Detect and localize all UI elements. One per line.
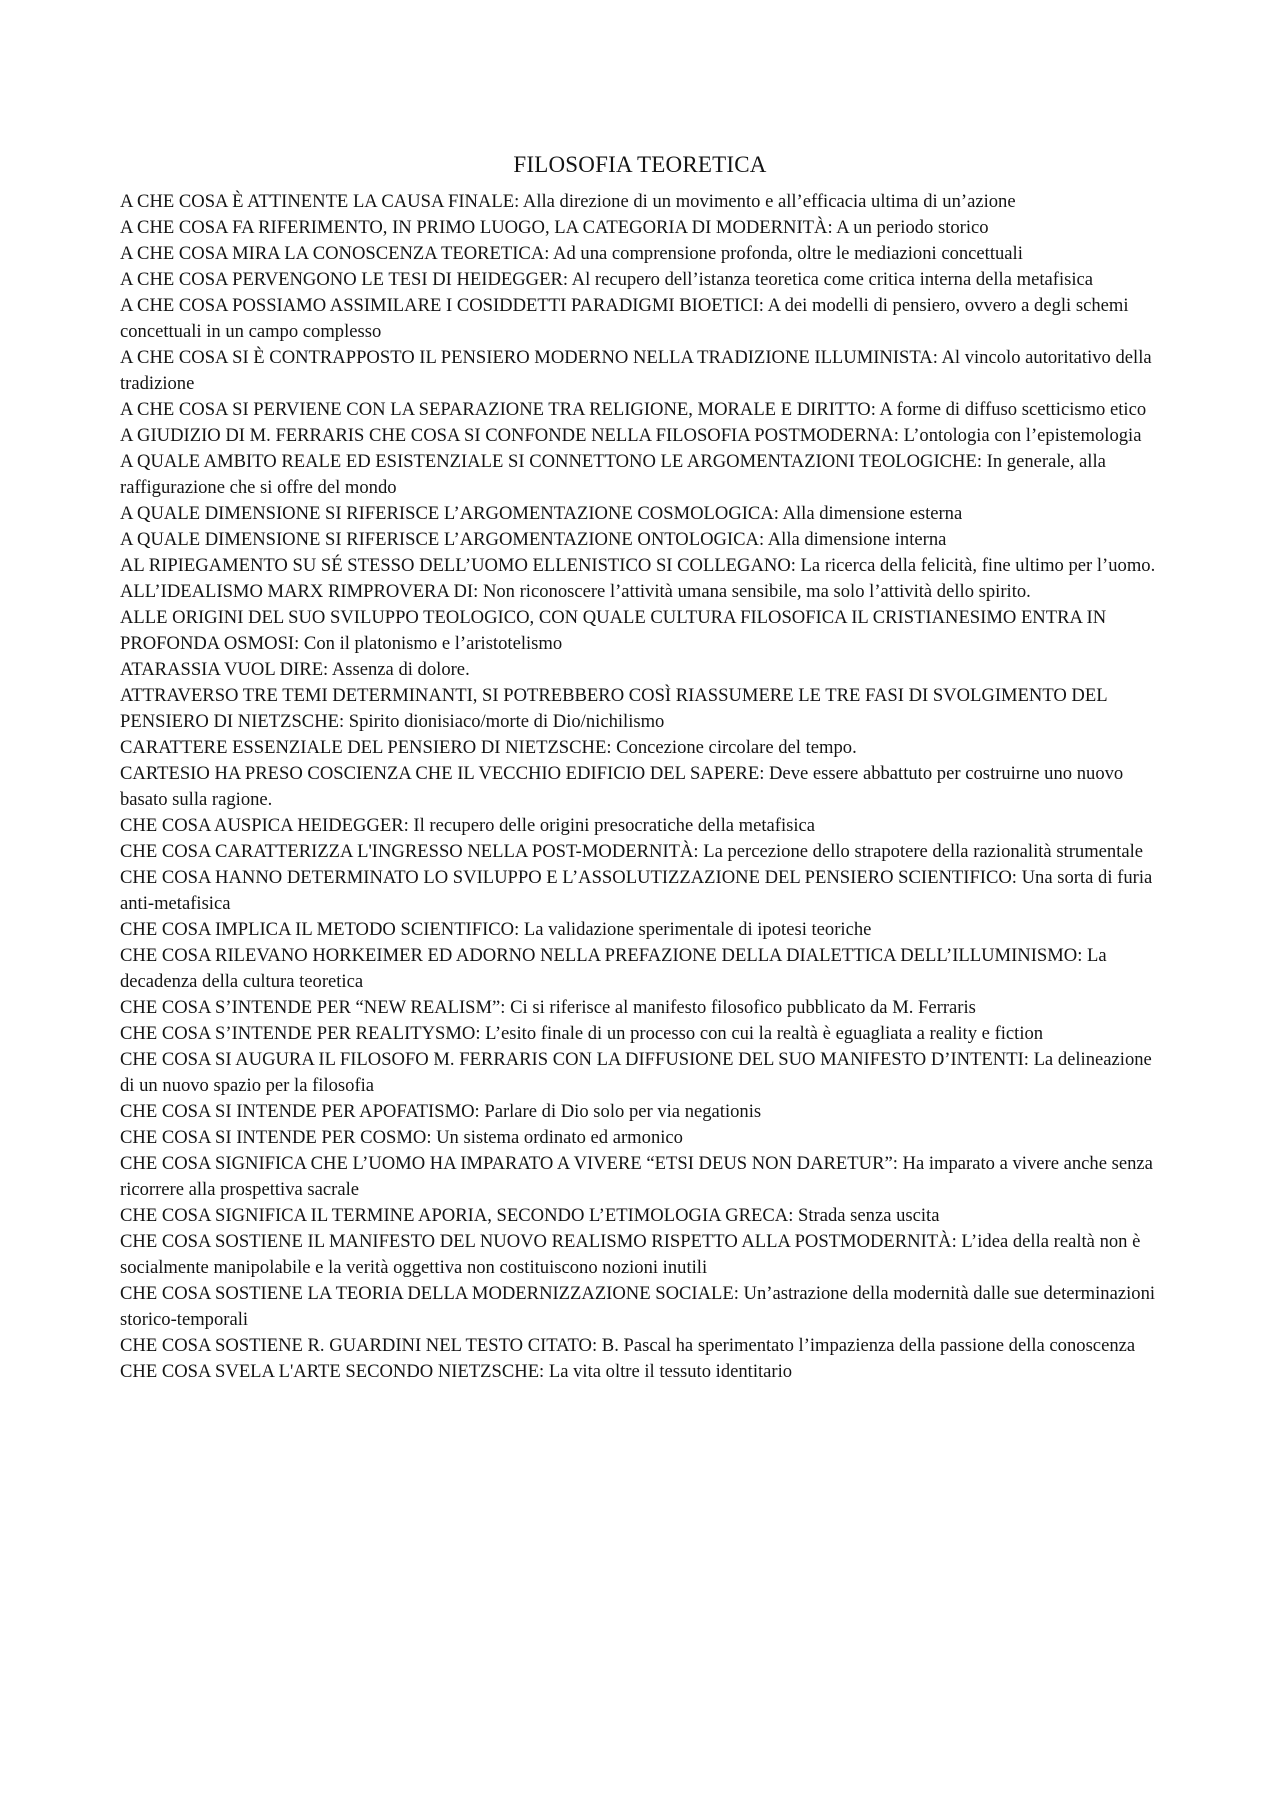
entry-list [120,189,1165,1385]
list-item: CHE COSA SI INTENDE PER APOFATISMO: Parlare di Dio solo per via negationis [120,1101,762,1122]
list-item: A QUALE DIMENSIONE SI RIFERISCE L’ARGOMENTAZIONE COSMOLOGICA: Alla dimensione esterna [120,503,963,524]
list-item: A GIUDIZIO DI M. FERRARIS CHE COSA SI CONFONDE NELLA FILOSOFIA POSTMODERNA: L’ontologia con l’epistemologia [120,425,1142,446]
list-item: ATARASSIA VUOL DIRE: Assenza di dolore. [120,659,470,680]
list-item: CHE COSA IMPLICA IL METODO SCIENTIFICO: La validazione sperimentale di ipotesi teoriche [120,919,872,940]
list-item: CHE COSA SI AUGURA IL FILOSOFO M. FERRARIS CON LA DIFFUSIONE DEL SUO MANIFESTO D’INTENTI: La delineazione di un nuovo spazio per la filosofia [120,1049,1152,1096]
list-item: A QUALE DIMENSIONE SI RIFERISCE L’ARGOMENTAZIONE ONTOLOGICA: Alla dimensione interna [120,529,947,550]
list-item: A CHE COSA POSSIAMO ASSIMILARE I COSIDDETTI PARADIGMI BIOETICI: A dei modelli di pensiero, ovvero a degli schemi concettuali in un campo complesso [120,295,1129,342]
list-item: CHE COSA SVELA L'ARTE SECONDO NIETZSCHE: La vita oltre il tessuto identitario [120,1361,793,1382]
list-item: A CHE COSA SI PERVIENE CON LA SEPARAZIONE TRA RELIGIONE, MORALE E DIRITTO: A forme di diffuso scetticismo etico [120,399,1147,420]
list-item: CHE COSA RILEVANO HORKEIMER ED ADORNO NELLA PREFAZIONE DELLA DIALETTICA DELL’ILLUMINISMO: La decadenza della cultura teoretica [120,945,1107,992]
list-item: CHE COSA AUSPICA HEIDEGGER: Il recupero delle origini presocratiche della metafisica [120,815,816,836]
list-item: CHE COSA S’INTENDE PER “NEW REALISM”: Ci si riferisce al manifesto filosofico pubblicato da M. Ferraris [120,997,976,1018]
list-item: A CHE COSA SI È CONTRAPPOSTO IL PENSIERO MODERNO NELLA TRADIZIONE ILLUMINISTA: Al vincolo autoritativo della tradizione [120,347,1152,394]
list-item: CHE COSA SOSTIENE LA TEORIA DELLA MODERNIZZAZIONE SOCIALE: Un’astrazione della modernità dalle sue determinazioni storico-temporali [120,1283,1156,1330]
list-item: A CHE COSA MIRA LA CONOSCENZA TEORETICA: Ad una comprensione profonda, oltre le mediazioni concettuali [120,243,1023,264]
list-item: ALL’IDEALISMO MARX RIMPROVERA DI: Non riconoscere l’attività umana sensibile, ma solo l’attività dello spirito. [120,581,1031,602]
list-item: AL RIPIEGAMENTO SU SÉ STESSO DELL’UOMO ELLENISTICO SI COLLEGANO: La ricerca della felicità, fine ultimo per l’uomo. [120,555,1156,576]
list-item: CHE COSA S’INTENDE PER REALITYSMO: L’esito finale di un processo con cui la realtà è eguagliata a reality e fiction [120,1023,1044,1044]
list-item: CHE COSA SIGNIFICA CHE L’UOMO HA IMPARATO A VIVERE “ETSI DEUS NON DARETUR”: Ha imparato a vivere anche senza ricorrere alla prospettiva sacrale [120,1153,1153,1200]
list-item: A CHE COSA È ATTINENTE LA CAUSA FINALE: Alla direzione di un movimento e all’efficacia ultima di un’azione [120,191,1016,212]
list-item: CHE COSA SOSTIENE IL MANIFESTO DEL NUOVO REALISMO RISPETTO ALLA POSTMODERNITÀ: L’idea della realtà non è socialmente manipolabile e la verità oggettiva non costituiscono nozioni inutili [120,1231,1141,1278]
list-item: ALLE ORIGINI DEL SUO SVILUPPO TEOLOGICO, CON QUALE CULTURA FILOSOFICA IL CRISTIANESIMO ENTRA IN PROFONDA OSMOSI: Con il platonismo e l’aristotelismo [120,607,1107,654]
list-item: CHE COSA CARATTERIZZA L'INGRESSO NELLA POST-MODERNITÀ: La percezione dello strapotere della razionalità strumentale [120,841,1144,862]
document-title: FILOSOFIA TEORETICA [513,152,767,177]
list-item: CHE COSA SI INTENDE PER COSMO: Un sistema ordinato ed armonico [120,1127,683,1148]
list-item: A QUALE AMBITO REALE ED ESISTENZIALE SI CONNETTONO LE ARGOMENTAZIONI TEOLOGICHE: In generale, alla raffigurazione che si offre del mondo [120,451,1106,498]
list-item: CHE COSA HANNO DETERMINATO LO SVILUPPO E L’ASSOLUTIZZAZIONE DEL PENSIERO SCIENTIFICO: Una sorta di furia anti-metafisica [120,867,1153,914]
list-item: A CHE COSA PERVENGONO LE TESI DI HEIDEGGER: Al recupero dell’istanza teoretica come critica interna della metafisica [120,269,1094,290]
list-item: A CHE COSA FA RIFERIMENTO, IN PRIMO LUOGO, LA CATEGORIA DI MODERNITÀ: A un periodo storico [120,217,989,238]
list-item: CARATTERE ESSENZIALE DEL PENSIERO DI NIETZSCHE: Concezione circolare del tempo. [120,737,857,758]
list-item: CHE COSA SOSTIENE R. GUARDINI NEL TESTO CITATO: B. Pascal ha sperimentato l’impazienza della passione della conoscenza [120,1335,1136,1356]
list-item: CHE COSA SIGNIFICA IL TERMINE APORIA, SECONDO L’ETIMOLOGIA GRECA: Strada senza uscita [120,1205,940,1226]
list-item: CARTESIO HA PRESO COSCIENZA CHE IL VECCHIO EDIFICIO DEL SAPERE: Deve essere abbattuto per costruirne uno nuovo basato sulla ragione. [120,763,1124,810]
list-item: ATTRAVERSO TRE TEMI DETERMINANTI, SI POTREBBERO COSÌ RIASSUMERE LE TRE FASI DI SVOLGIMENTO DEL PENSIERO DI NIETZSCHE: Spirito dionisiaco/morte di Dio/nichilismo [120,685,1107,732]
